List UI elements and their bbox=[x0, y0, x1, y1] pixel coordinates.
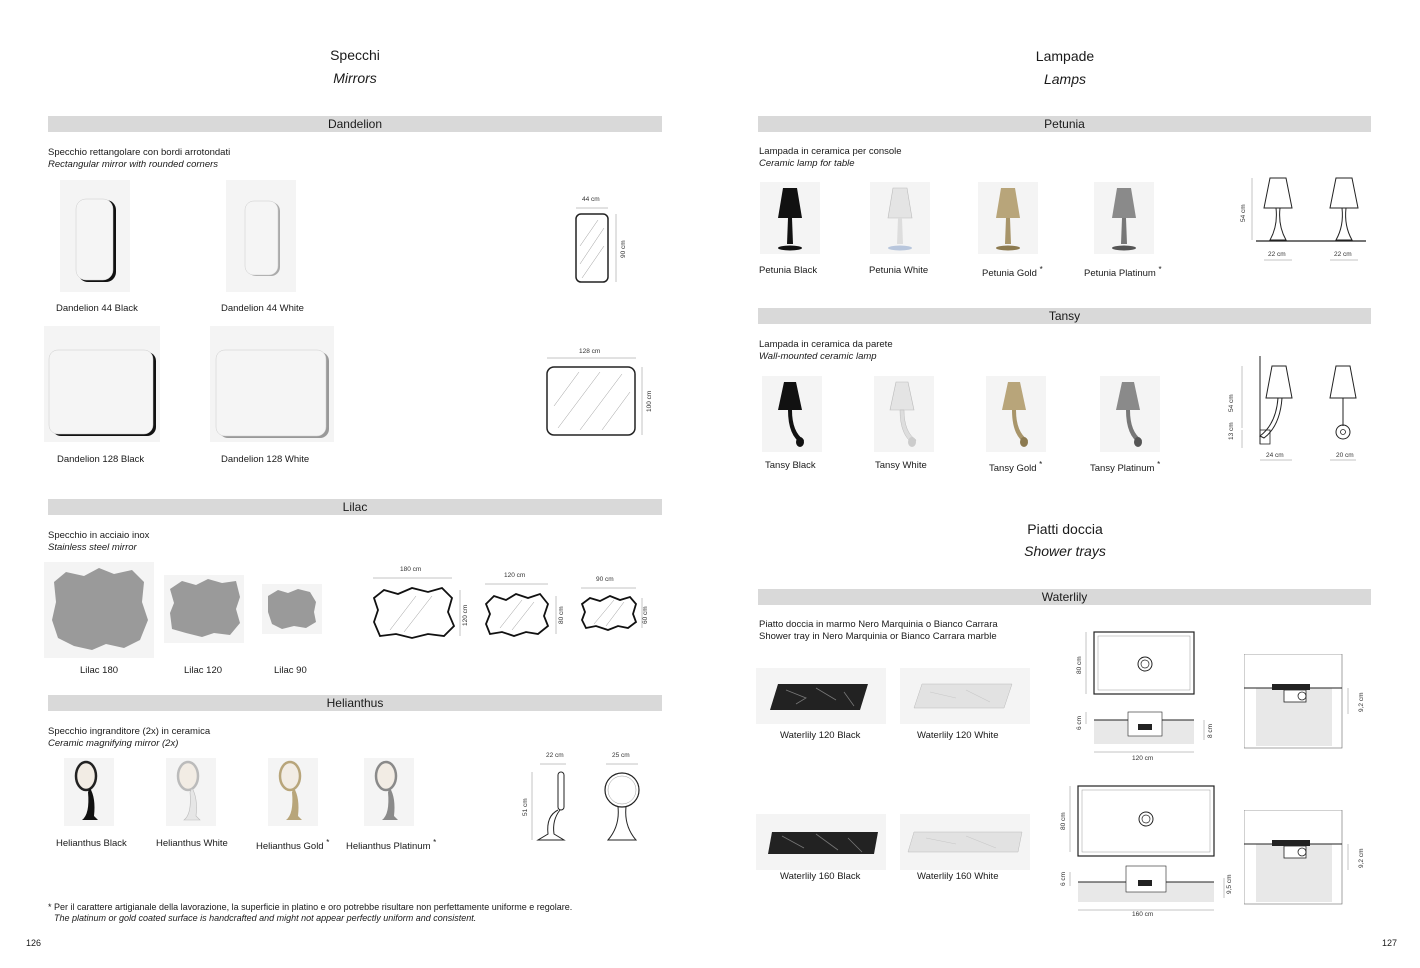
petunia-gold-name: Petunia Gold bbox=[982, 268, 1037, 280]
lilac-desc bbox=[48, 530, 149, 553]
tansy-white-image bbox=[874, 376, 934, 452]
helianthus-platinum-name: Helianthus Platinum bbox=[346, 841, 431, 853]
tansy-height: 54 cm bbox=[1228, 394, 1235, 412]
tansy-drawing bbox=[1226, 352, 1376, 464]
waterlily-160-sump: 9,5 cm bbox=[1226, 874, 1233, 894]
dandelion-128-white-label: Dandelion 128 White bbox=[221, 454, 310, 465]
waterlily-120-black-label: Waterlily 120 Black bbox=[780, 730, 861, 741]
helianthus-platinum-asterisk: * bbox=[433, 838, 437, 847]
tansy-black-label: Tansy Black bbox=[765, 460, 816, 471]
page-number-right: 127 bbox=[1382, 938, 1398, 948]
dandelion-44-black-image bbox=[60, 180, 130, 292]
tansy-desc-en: Wall-mounted ceramic lamp bbox=[759, 350, 877, 362]
dandelion-desc-en: Rectangular mirror with rounded corners bbox=[48, 158, 219, 170]
helianthus-desc-en: Ceramic magnifying mirror (2x) bbox=[48, 737, 179, 749]
waterlily-160-white-image bbox=[900, 814, 1030, 870]
dandelion-44-white-label: Dandelion 44 White bbox=[221, 303, 304, 314]
dandelion-128-black-image bbox=[44, 326, 160, 442]
lamps-title-it: Lampade bbox=[1035, 48, 1095, 64]
tansy-width-2: 20 cm bbox=[1336, 452, 1354, 459]
petunia-white-image bbox=[870, 182, 930, 254]
waterlily-160-depth: 80 cm bbox=[1060, 812, 1067, 830]
tansy-platinum-image bbox=[1100, 376, 1160, 452]
lilac-bar: Lilac bbox=[48, 499, 662, 515]
waterlily-desc-it: Piatto doccia in marmo Nero Marquinia o Bianco Carrara bbox=[759, 619, 998, 630]
petunia-gold-label bbox=[982, 265, 1043, 279]
waterlily-160-black-image bbox=[756, 814, 886, 870]
helianthus-black-label: Helianthus Black bbox=[56, 838, 127, 849]
finish-note-en: The platinum or gold coated surface is handcrafted and might not appear perfectly uniform and consistent. bbox=[54, 913, 477, 923]
petunia-height: 54 cm bbox=[1240, 204, 1247, 222]
tansy-white-label: Tansy White bbox=[875, 460, 927, 471]
waterlily-120-section-height: 9,2 cm bbox=[1358, 692, 1365, 712]
dandelion-44-white-image bbox=[226, 180, 296, 292]
waterlily-desc-en: Shower tray in Nero Marquinia or Bianco Carrara marble bbox=[759, 630, 997, 642]
tansy-desc-it: Lampada in ceramica da parete bbox=[759, 339, 893, 350]
helianthus-black-image bbox=[64, 758, 114, 826]
lilac-180-width: 180 cm bbox=[400, 566, 422, 573]
lilac-120-label: Lilac 120 bbox=[184, 665, 223, 676]
dandelion-128-width: 128 cm bbox=[579, 348, 601, 355]
lilac-180-label: Lilac 180 bbox=[80, 665, 119, 676]
waterlily-120-drawing bbox=[1068, 628, 1228, 764]
waterlily-160-section-height: 9,2 cm bbox=[1358, 848, 1365, 868]
waterlily-160-black-label: Waterlily 160 Black bbox=[780, 871, 861, 882]
dandelion-128-height: 100 cm bbox=[646, 390, 653, 412]
mirrors-title-it: Specchi bbox=[330, 47, 380, 63]
helianthus-front-width: 25 cm bbox=[612, 752, 630, 759]
tansy-platinum-name: Tansy Platinum bbox=[1090, 463, 1155, 475]
helianthus-white-image bbox=[166, 758, 216, 826]
petunia-platinum-image bbox=[1094, 182, 1154, 254]
dandelion-bar: Dandelion bbox=[48, 116, 662, 132]
tansy-gold-asterisk: * bbox=[1039, 460, 1043, 469]
petunia-width-1: 22 cm bbox=[1268, 251, 1286, 258]
tansy-gold-image bbox=[986, 376, 1046, 452]
tansy-bar: Tansy bbox=[758, 308, 1371, 324]
dandelion-44-width: 44 cm bbox=[582, 196, 600, 203]
dandelion-44-black-label: Dandelion 44 Black bbox=[56, 303, 138, 314]
waterlily-160-drawing bbox=[1056, 782, 1233, 922]
waterlily-120-white-label: Waterlily 120 White bbox=[917, 730, 999, 741]
waterlily-120-sump: 8 cm bbox=[1207, 723, 1214, 738]
lilac-desc-en: Stainless steel mirror bbox=[48, 541, 137, 553]
lilac-120-width: 120 cm bbox=[504, 572, 526, 579]
petunia-desc-it: Lampada in ceramica per console bbox=[759, 146, 902, 157]
waterlily-120-depth: 80 cm bbox=[1076, 656, 1083, 674]
petunia-desc-en: Ceramic lamp for table bbox=[759, 157, 855, 169]
helianthus-gold-asterisk: * bbox=[326, 838, 330, 847]
petunia-black-label: Petunia Black bbox=[759, 265, 818, 276]
waterlily-bar: Waterlily bbox=[758, 589, 1371, 605]
tansy-platinum-label bbox=[1090, 460, 1160, 474]
dandelion-128-white-image bbox=[210, 326, 334, 442]
helianthus-bar: Helianthus bbox=[48, 695, 662, 711]
helianthus-gold-name: Helianthus Gold bbox=[256, 841, 324, 853]
waterlily-120-black-image bbox=[756, 668, 886, 724]
tansy-bracket-height: 13 cm bbox=[1228, 422, 1235, 440]
dandelion-desc-it: Specchio rettangolare con bordi arrotondati bbox=[48, 147, 231, 158]
petunia-gold-image bbox=[978, 182, 1038, 254]
dandelion-desc bbox=[48, 147, 230, 170]
petunia-black-image bbox=[760, 182, 820, 254]
helianthus-gold-label bbox=[256, 838, 329, 852]
petunia-bar: Petunia bbox=[758, 116, 1371, 132]
tansy-desc bbox=[759, 339, 893, 362]
waterlily-160-section bbox=[1244, 810, 1374, 906]
shower-trays-title-en: Shower trays bbox=[1024, 543, 1106, 559]
waterlily-120-width: 120 cm bbox=[1132, 755, 1154, 762]
helianthus-gold-image bbox=[268, 758, 318, 826]
waterlily-160-thickness: 6 cm bbox=[1060, 871, 1067, 886]
petunia-desc bbox=[759, 146, 902, 169]
waterlily-160-width: 160 cm bbox=[1132, 911, 1154, 918]
tansy-black-image bbox=[762, 376, 822, 452]
waterlily-desc bbox=[759, 619, 998, 642]
helianthus-side-width: 22 cm bbox=[546, 752, 564, 759]
petunia-platinum-label bbox=[1084, 265, 1162, 279]
waterlily-120-thickness: 6 cm bbox=[1076, 715, 1083, 730]
waterlily-120-white-image bbox=[900, 668, 1030, 724]
lilac-180-height: 120 cm bbox=[462, 604, 469, 626]
lamps-title-en: Lamps bbox=[1043, 71, 1087, 87]
petunia-gold-asterisk: * bbox=[1039, 265, 1043, 274]
helianthus-desc bbox=[48, 726, 210, 749]
page-number-left: 126 bbox=[26, 938, 42, 948]
dandelion-44-height: 90 cm bbox=[620, 240, 627, 258]
tansy-platinum-asterisk: * bbox=[1157, 460, 1161, 469]
lilac-90-label: Lilac 90 bbox=[274, 665, 307, 676]
lilac-180-image bbox=[44, 562, 154, 658]
lilac-90-height: 60 cm bbox=[642, 606, 649, 624]
finish-note-it: * Per il carattere artigianale della lavorazione, la superficie in platino e oro potrebbe risultare non perfettamente uniforme e regolare. bbox=[48, 902, 573, 912]
helianthus-white-label: Helianthus White bbox=[156, 838, 228, 849]
tansy-width-1: 24 cm bbox=[1266, 452, 1284, 459]
tansy-gold-name: Tansy Gold bbox=[989, 463, 1037, 475]
lilac-120-image bbox=[164, 575, 244, 643]
petunia-white-label: Petunia White bbox=[869, 265, 929, 276]
petunia-platinum-name: Petunia Platinum bbox=[1084, 268, 1156, 280]
lilac-desc-it: Specchio in acciaio inox bbox=[48, 530, 150, 541]
helianthus-platinum-label bbox=[346, 838, 436, 852]
helianthus-desc-it: Specchio ingranditore (2x) in ceramica bbox=[48, 726, 211, 737]
lilac-90-width: 90 cm bbox=[596, 576, 614, 583]
helianthus-height: 51 cm bbox=[522, 798, 529, 816]
mirrors-title-en: Mirrors bbox=[333, 70, 377, 86]
lilac-90-image bbox=[262, 584, 322, 634]
helianthus-platinum-image bbox=[364, 758, 414, 826]
petunia-drawing bbox=[1238, 174, 1378, 266]
shower-trays-title-it: Piatti doccia bbox=[1027, 521, 1103, 537]
dandelion-128-black-label: Dandelion 128 Black bbox=[57, 454, 145, 465]
waterlily-120-section bbox=[1244, 654, 1374, 750]
waterlily-160-white-label: Waterlily 160 White bbox=[917, 871, 999, 882]
petunia-platinum-asterisk: * bbox=[1158, 265, 1162, 274]
petunia-width-2: 22 cm bbox=[1334, 251, 1352, 258]
lilac-120-height: 80 cm bbox=[558, 606, 565, 624]
finish-note bbox=[48, 902, 572, 924]
tansy-gold-label bbox=[989, 460, 1042, 474]
